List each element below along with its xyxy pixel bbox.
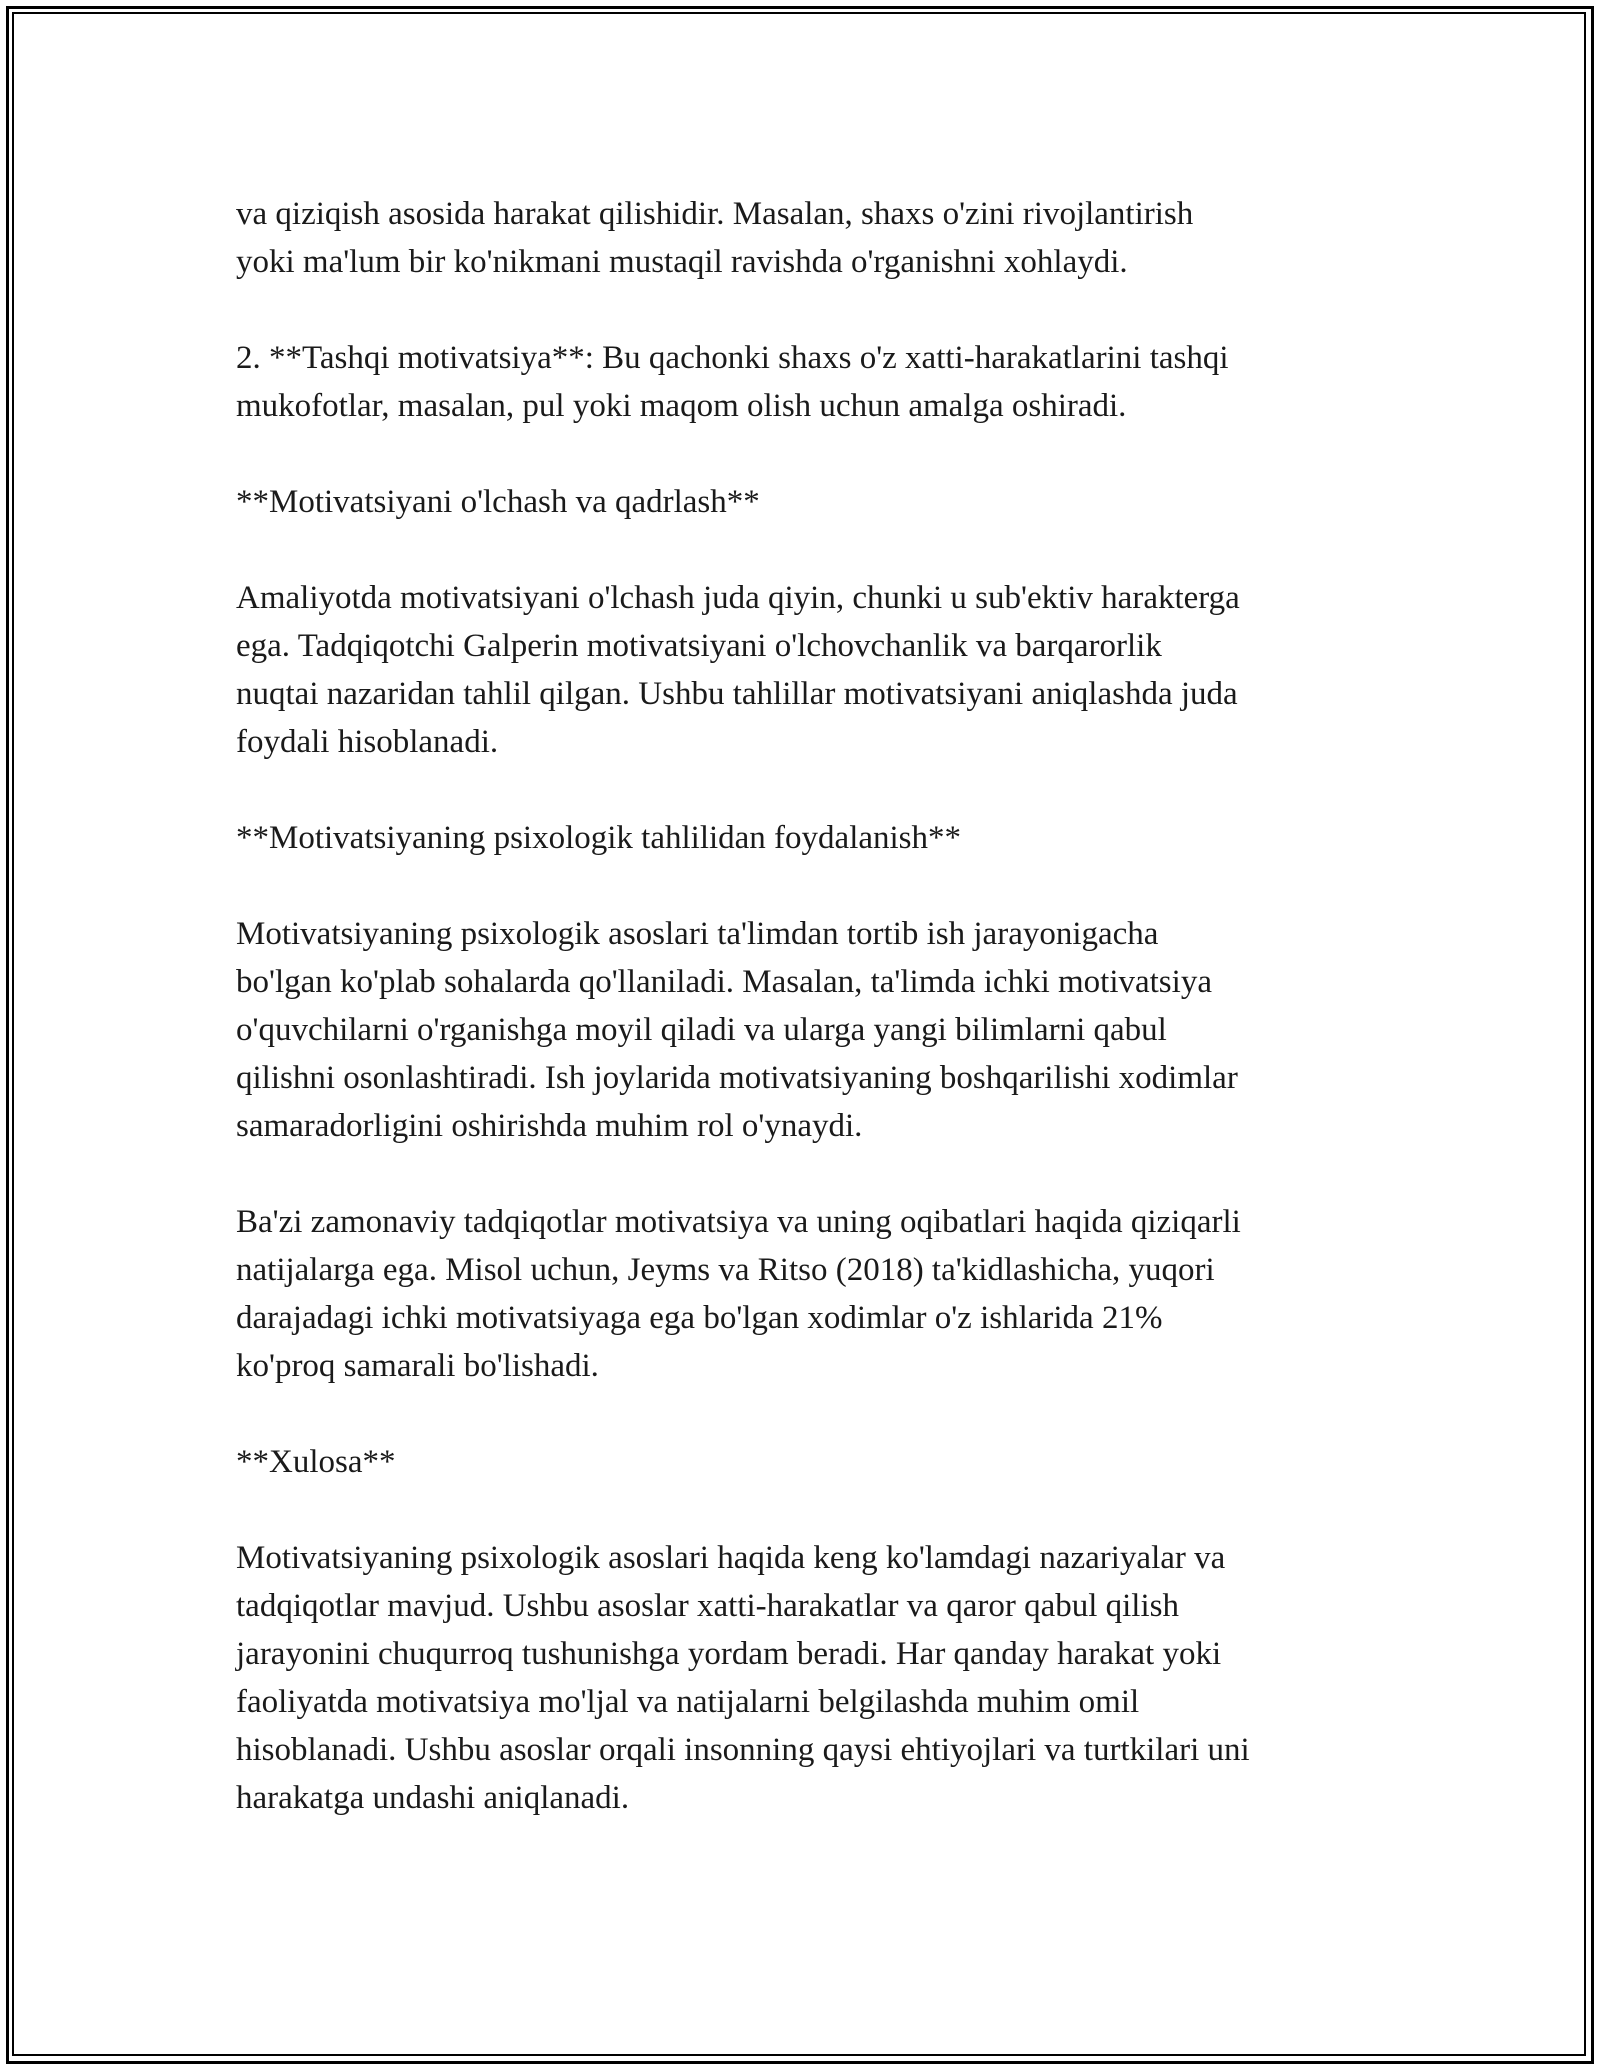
paragraph-modern-research: Ba'zi zamonaviy tadqiqotlar motivatsiya va uning oqibatlari haqida qiziqarli natijalarga ega. Misol uchun, Jeyms va Ritso (2018) ta'kidlashicha, yuqori darajadagi ichki motivatsiyaga ega bo'lgan xodimlar o'z ishlarida 21% ko'proq samarali bo'lishadi. [236, 1204, 1241, 1384]
paragraph-applications: Motivatsiyaning psixologik asoslari ta'limdan tortib ish jarayonigacha bo'lgan ko'plab sohalarda qo'llaniladi. Masalan, ta'limda ichki motivatsiya o'quvchilarni o'rganishga moyil qiladi va ularga yangi bilimlarni qabul qilishni osonlashtiradi. Ish joylarida motivatsiyaning boshqarilishi xodimlar samaradorligini oshirishda muhim rol o'ynaydi. [236, 916, 1238, 1144]
paragraph-intrinsic-motivation-end: va qiziqish asosida harakat qilishidir. Masalan, shaxs o'zini rivojlantirish yoki ma'lum bir ko'nikmani mustaqil ravishda o'rganishni xohlaydi. [236, 196, 1194, 280]
paragraph-extrinsic-motivation: 2. **Tashqi motivatsiya**: Bu qachonki shaxs o'z xatti-harakatlarini tashqi mukofotlar, masalan, pul yoki maqom olish uchun amalga oshiradi. [236, 340, 1229, 424]
document-body [236, 190, 1372, 1822]
heading-psychological-analysis-use: **Motivatsiyaning psixologik tahlilidan foydalanish** [236, 820, 962, 856]
paragraph-measuring-motivation: Amaliyotda motivatsiyani o'lchash juda qiyin, chunki u sub'ektiv harakterga ega. Tadqiqotchi Galperin motivatsiyani o'lchovchanlik va barqarorlik nuqtai nazaridan tahlil qilgan. Ushbu tahlillar motivatsiyani aniqlashda juda foydali hisoblanadi. [236, 580, 1240, 760]
heading-measuring-motivation: **Motivatsiyani o'lchash va qadrlash** [236, 484, 760, 520]
heading-conclusion: **Xulosa** [236, 1444, 396, 1480]
paragraph-conclusion: Motivatsiyaning psixologik asoslari haqida keng ko'lamdagi nazariyalar va tadqiqotlar mavjud. Ushbu asoslar xatti-harakatlar va qaror qabul qilish jarayonini chuqurroq tushunishga yordam beradi. Har qanday harakat yoki faoliyatda motivatsiya mo'ljal va natijalarni belgilashda muhim omil hisoblanadi. Ushbu asoslar orqali insonning qaysi ehtiyojlari va turtkilari uni harakatga undashi aniqlanadi. [236, 1540, 1250, 1816]
